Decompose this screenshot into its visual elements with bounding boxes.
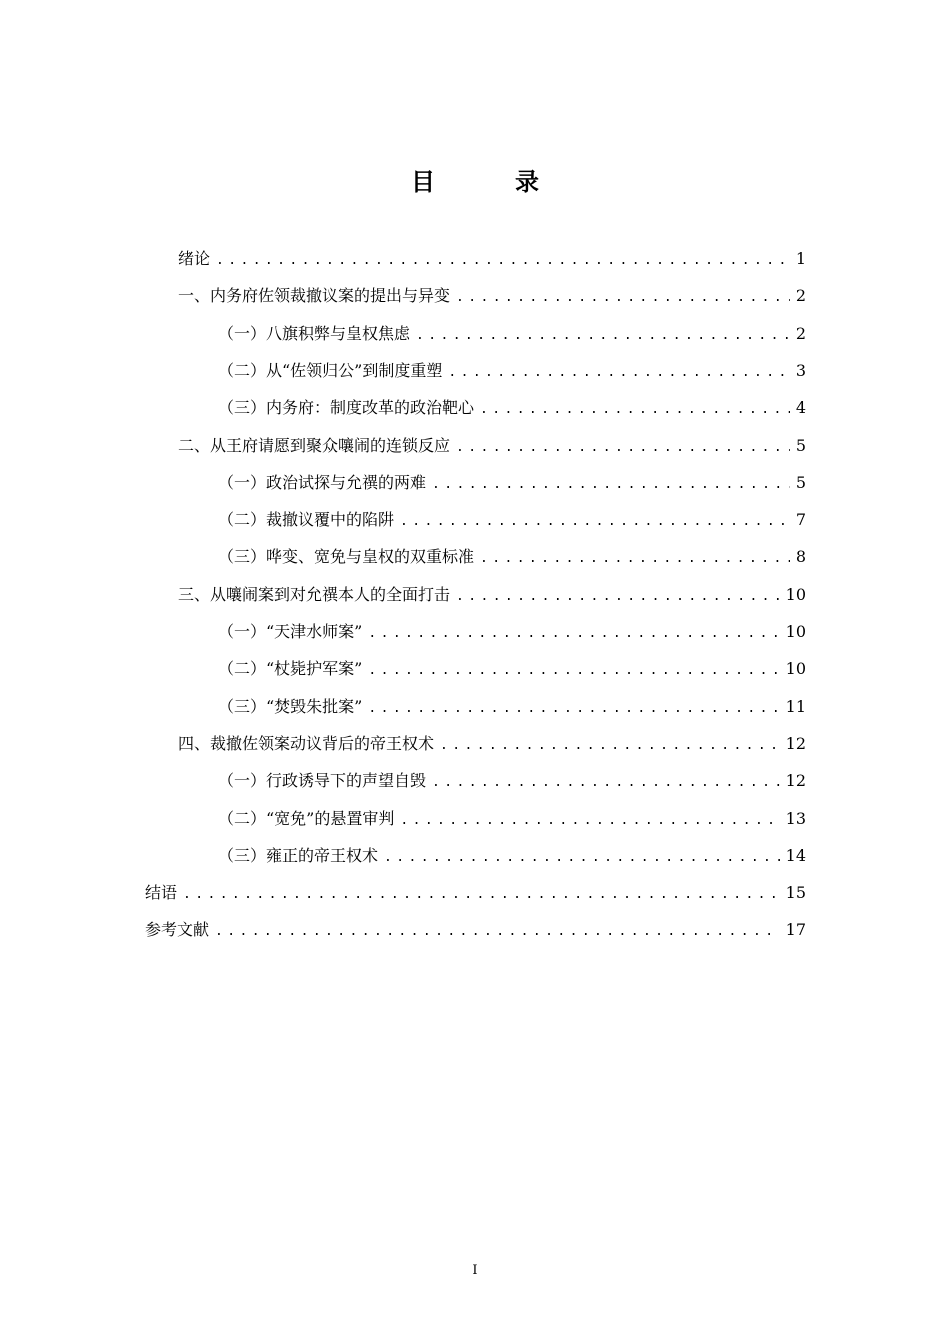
- toc-entry-page: 8: [795, 547, 806, 567]
- toc-entry-label: （二）“杖毙护军案”: [218, 659, 363, 679]
- toc-entry-page: 4: [795, 398, 806, 418]
- toc-entry[interactable]: [218, 807, 806, 831]
- toc-entry-label: （三）哗变、宽免与皇权的双重标准: [218, 547, 475, 567]
- toc-leader-dots: [416, 324, 790, 348]
- toc-leader-dots: [432, 473, 790, 497]
- toc-entry-page: 12: [785, 733, 806, 753]
- toc-entry[interactable]: [178, 732, 806, 756]
- toc-entry[interactable]: [218, 508, 806, 532]
- toc-entry-label: 四、裁撤佐领案动议背后的帝王权术: [178, 733, 435, 753]
- toc-entry-page: 1: [795, 249, 806, 268]
- toc-entry-page: 5: [795, 472, 806, 492]
- toc-entry[interactable]: [145, 881, 806, 905]
- toc-entry[interactable]: [218, 657, 806, 681]
- toc-entry[interactable]: [178, 434, 806, 458]
- page-number: I: [472, 1263, 478, 1278]
- toc-leader-dots: [183, 883, 780, 907]
- toc-leader-dots: [456, 436, 790, 460]
- toc-leader-dots: [432, 771, 780, 795]
- toc-entry[interactable]: [218, 844, 806, 868]
- toc-leader-dots: [440, 734, 780, 758]
- toc-entry-label: （三）雍正的帝王权术: [218, 845, 379, 865]
- toc-entry-page: 10: [785, 622, 806, 641]
- toc-entry-label: （三）内务府：制度改革的政治靶心: [218, 398, 475, 418]
- toc-entry[interactable]: [218, 545, 806, 569]
- toc-entry-label: （三）“焚毁朱批案”: [218, 696, 363, 716]
- toc-entry-page: 11: [785, 696, 806, 716]
- toc-leader-dots: [368, 659, 779, 683]
- toc-entry-label: （二）“宽免”的悬置审判: [218, 808, 395, 828]
- toc-entry-page: 17: [785, 920, 806, 940]
- toc-entry-page: 7: [795, 510, 806, 530]
- toc-entry-label: （一）“天津水师案”: [218, 622, 363, 641]
- toc-entry[interactable]: [218, 620, 806, 644]
- toc-leader-dots: [480, 398, 790, 422]
- toc-entry-label: 二、从王府请愿到聚众嚷闹的连锁反应: [178, 435, 451, 455]
- toc-entry[interactable]: [218, 322, 806, 346]
- toc-entry[interactable]: [218, 695, 806, 719]
- toc-entry[interactable]: [178, 247, 806, 271]
- toc-entry-page: 2: [795, 323, 806, 343]
- toc-leader-dots: [400, 809, 779, 833]
- toc-leader-dots: [456, 585, 780, 609]
- toc-leader-dots: [368, 697, 779, 721]
- toc-entry[interactable]: [218, 396, 806, 420]
- toc-entry-label: 参考文献: [145, 920, 210, 940]
- toc-entry-label: （二）从“佐领归公”到制度重塑: [218, 360, 443, 380]
- toc-entry-page: 2: [795, 286, 806, 306]
- toc-leader-dots: [400, 510, 790, 534]
- toc-entry-label: 结语: [145, 883, 178, 903]
- toc-entry[interactable]: [218, 769, 806, 793]
- toc-title: 目 录: [411, 168, 567, 196]
- toc-entry-label: （二）裁撤议覆中的陷阱: [218, 510, 395, 530]
- toc-entry-label: （一）政治试探与允禩的两难: [218, 472, 427, 492]
- toc-leader-dots: [368, 622, 779, 646]
- toc-entry-page: 12: [785, 771, 806, 791]
- toc-entry-page: 14: [785, 845, 806, 865]
- toc-entry-page: 13: [785, 808, 806, 828]
- toc-leader-dots: [215, 920, 780, 944]
- toc-entry-label: 三、从嚷闹案到对允禩本人的全面打击: [178, 584, 451, 604]
- toc-entry-page: 5: [795, 435, 806, 455]
- toc-entry[interactable]: [178, 284, 806, 308]
- toc-leader-dots: [384, 846, 780, 870]
- toc-leader-dots: [448, 361, 789, 385]
- toc-leader-dots: [216, 249, 790, 273]
- toc-entry-label: 一、内务府佐领裁撤议案的提出与异变: [178, 286, 451, 306]
- toc-entry-label: （一）行政诱导下的声望自毁: [218, 771, 427, 791]
- toc-entry-label: （一）八旗积弊与皇权焦虑: [218, 323, 411, 343]
- toc-entry-page: 10: [785, 659, 806, 679]
- toc-leader-dots: [480, 547, 790, 571]
- toc-entry[interactable]: [178, 583, 806, 607]
- toc-entry[interactable]: [145, 918, 806, 942]
- toc-entry[interactable]: [218, 359, 806, 383]
- toc-leader-dots: [456, 286, 790, 310]
- toc-entry-page: 3: [795, 360, 806, 380]
- toc-entry-page: 15: [785, 883, 806, 903]
- toc-entry-label: 绪论: [178, 249, 211, 268]
- toc-entry-page: 10: [785, 584, 806, 604]
- toc-entry[interactable]: [218, 471, 806, 495]
